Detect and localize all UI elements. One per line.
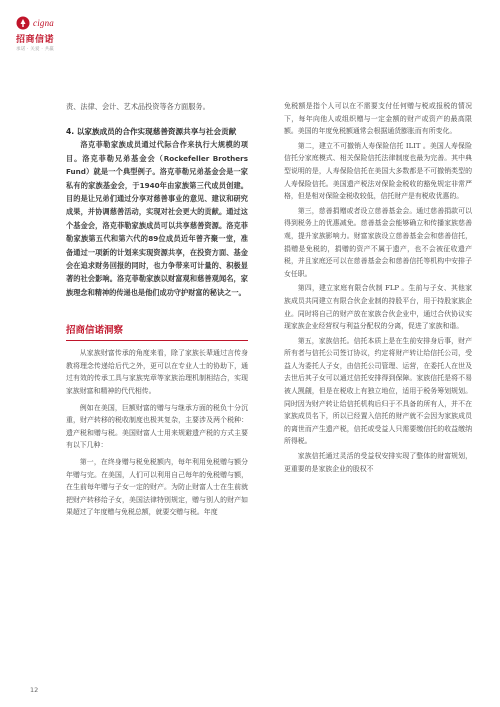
subsection-heading: 4. 以家族成员的合作实现慈善资源共享与社会贡献 (66, 127, 237, 137)
right-column (284, 100, 472, 475)
insight-paragraph-2: 例如在美国，巨额财富的赠与与继承方面的税负十分沉重，财产转移的税收制度也极其复杂，主要涉及两个税种：遗产税和赠与税。美国财富人士用来规避遗产税的方式主要有以下几种： (66, 403, 248, 450)
insight-paragraph-3: 第一，在终身赠与税免税额内，每年利用免税赠与额分年赠与完。在美国，人们可以利用自己每年的免税赠与额，在生前每年赠与子女一定的财产。为防止财富人士在生前就把财产转移给子女，美国法律特别规定，赠与别人的财产如果超过了年度赠与免税总额，就要交赠与税。年度 (66, 458, 248, 517)
section-divider (66, 340, 248, 341)
brand-header (16, 16, 96, 56)
right-paragraph-4: 第四，建立家庭有限合伙制 FLP 。生前与子女、其他家族成员共同建立有限合伙企业制的持股平台，用于持股家族企业。同时将自己的财产放在家族合伙企业中，通过合伙协议实现家族企业经营权与利益分配权的分离，促进了家族和谐。 (284, 284, 472, 331)
logo-tagline: 承诺 · 关爱 · 共赢 (16, 47, 54, 52)
rockefeller-paragraph: 洛克菲勒家族成员通过代际合作来执行大规模的项目。洛克菲勒兄弟基金会（Rockefeller Brothers Fund）就是一个典型例子。洛克菲勒兄弟基金会是一家私有的家族基金会，于1940年由家族第三代成员创建。目的是让兄弟们通过分享对慈善事业的意见、建议和研究成果，并协调慈善活动，实现对社会更大的贡献。通过这个基金会，洛克菲勒家族成员可以共享慈善资源。洛克菲勒家族第五代和第六代的89位成员近年曾齐聚一堂，准备通过一项新的计划来实现资源共享，在投资方面、基金会在追求财务回报的同时，也力争带来可计量的、积极显著的社会影响。洛克菲勒家族以财富观和慈善观闻名，家族理念和精神的传递也是他们成功守护财富的秘诀之一。 (66, 140, 248, 297)
logo-latin-text: cigna (33, 18, 54, 28)
right-paragraph-1: 免税额是指个人可以在不需要支付任何赠与税或报税的情况下，每年向他人或组织赠与一定金额的财产或资产的最高限额。美国的年度免税额通常会根据通货膨胀而有所变化。 (284, 102, 472, 136)
page-number: 12 (30, 686, 39, 694)
right-paragraph-5: 第五，家族信托。信托本质上是在生前安排身后事，财产所有者与信托公司签订协议，约定将财产转让给信托公司，受益人为委托人子女，由信托公司管理、运营，在委托人在世及去世后其子女可以通过信托安排得到保障。家族信托是将不易被人觊觎，但是在税收上有独立地位，适用于税务筹划规划。同时因为财产转让给信托机构后归于不具备的所有人，并不在家族成员名下，所以已经置入信托的财产就不会因为家族成员的离世而产生遗产税，信托或受益人只需要缴信托的收益缴纳所得税。 (284, 336, 472, 446)
intro-continuation: 责、法律、会计、艺术品投资等各方面服务。 (66, 102, 210, 111)
left-column (66, 100, 248, 519)
logo-row (16, 16, 96, 30)
logo-chinese-text: 招商信诺 (16, 35, 55, 45)
right-paragraph-2: 第二，建立不可撤销人寿保险信托 ILIT 。美国人寿保险信托分家庭模式、相关保险信托法律制度也最为完善。其中典型说明的是，人寿保险信托在美国大多数都是不可撤销类型的人寿保险信托。美国遗产税法对保险金税收的豁免规定非常严格，但是相对保险金税收较低，信托财产是有税收优惠的。 (284, 141, 472, 201)
right-paragraph-6: 家族信托通过灵活的受益权安排实现了整体的财富规划，更重要的是家族企业的股权不 (284, 452, 472, 473)
right-paragraph-3: 第三，慈善捐赠或者设立慈善基金会。通过慈善捐款可以得到税务上的优惠减免。慈善基金会能够确立和传播家族慈善观，提升家族影响力。财富家族设立慈善基金会和慈善信托，捐赠是免税的，捐赠的资产不属于遗产，也不会被征收遗产税，并且家庭还可以在慈善基金会和慈善信托等机构中安排子女任职。 (284, 206, 472, 278)
insight-section-title: 招商信诺洞察 (66, 325, 124, 337)
cigna-tree-logo-icon (16, 16, 30, 30)
insight-paragraph-1: 从家族财富传承的角度来看，除了家族长辈通过言传身教将理念传递给后代之外，更可以在专业人士的协助下，通过有效的传承工具与家族宪章等家族治理机制相结合，实现家族财富和精神的代代相传。 (66, 349, 248, 396)
